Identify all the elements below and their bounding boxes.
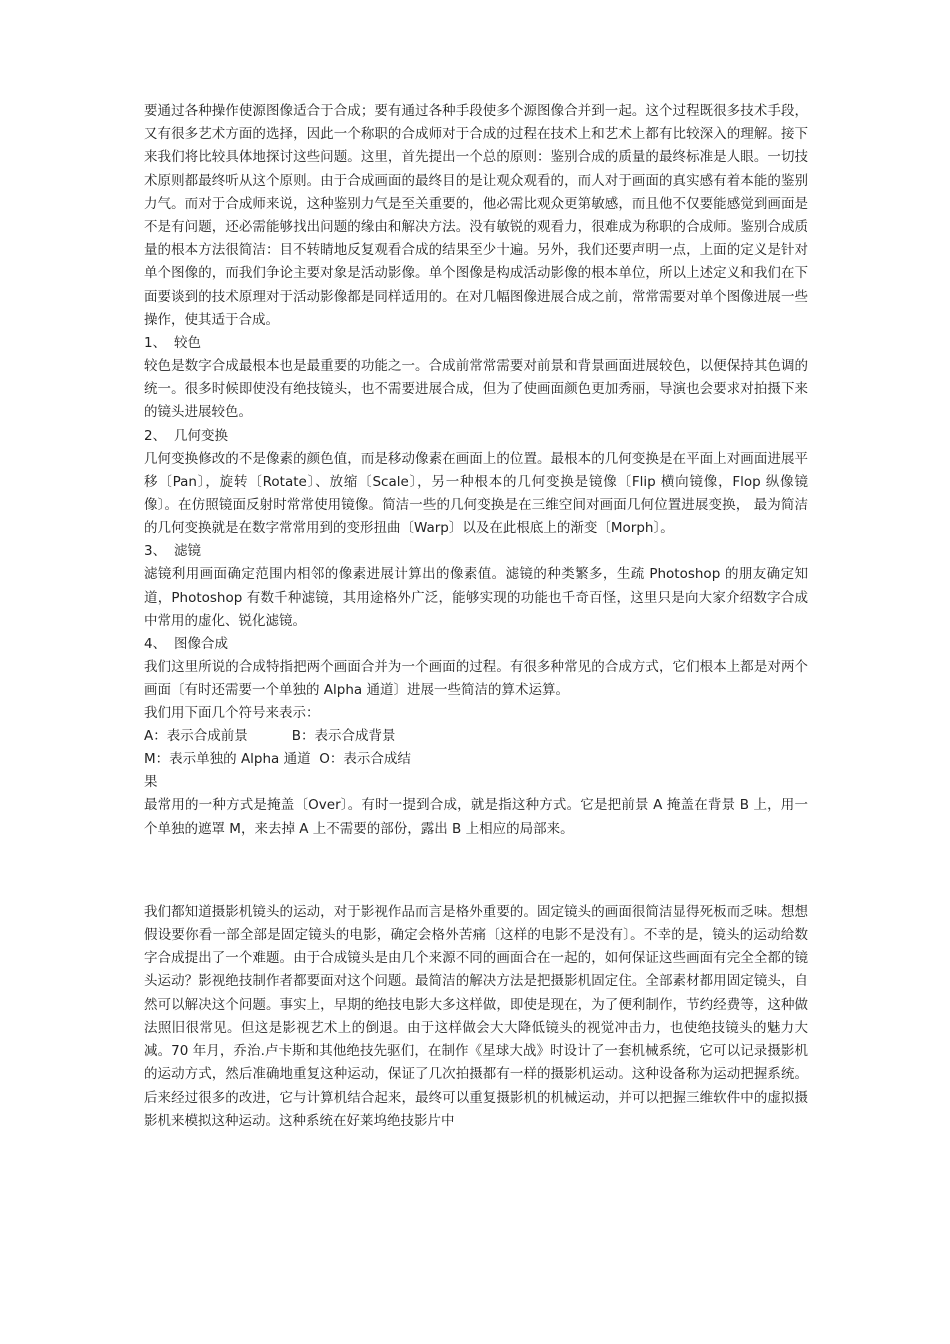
section-heading-compositing xyxy=(144,633,808,656)
symbol-m: M：表示单独的 Alpha 通道 xyxy=(144,751,311,768)
symbol-b: B：表示合成背景 xyxy=(291,728,396,745)
section-body-compositing: 我们这里所说的合成特指把两个画面合并为一个画面的过程。有很多种常见的合成方式，它们根本上都是对两个画面〔有时还需要一个单独的 Alpha 通道〕进展一些简洁的算术运算。 xyxy=(144,659,808,699)
over-paragraph: 最常用的一种方式是掩盖〔Over〕。有时一提到合成，就是指这种方式。它是把前景 A 掩盖在背景 B 上，用一个单独的遮罩 M，来去掉 A 上不需要的部份，露出 B 上相应的局部来。 xyxy=(144,797,808,837)
section-heading-geometric-transform xyxy=(144,425,808,448)
section-body-filters: 滤镜利用画面确定范围内相邻的像素进展计算出的像素值。滤镜的种类繁多，生疏 Photoshop 的朋友确定知道，Photoshop 有数千种滤镜，其用途格外广泛，能够实现的功能也千奇百怪，这里只是向大家介绍数字合成中常用的虚化、锐化滤镜。 xyxy=(144,566,808,629)
section-body-color-correction: 较色是数字合成最根本也是最重要的功能之一。合成前常常需要对前景和背景画面进展较色，以便保持其色调的统一。很多时候即使没有绝技镜头，也不需要进展合成，但为了使画面颜色更加秀丽，导演也会要求对拍摄下来的镜头进展较色。 xyxy=(144,358,808,421)
section-body-geometric-transform: 几何变换修改的不是像素的颜色值，而是移动像素在画面上的位置。最根本的几何变换是在平面上对画面进展平移〔Pan〕，旋转〔Rotate〕、放缩〔Scale〕，另一种根本的几何变换是镜像〔Flip 横向镜像，Flop 纵像镜像〕。在仿照镜面反射时常常使用镜像。简洁一些的几何变换是在三维空间对画面几何位置进展变换， 最为简洁的几何变换就是在数字常常用到的变形扭曲〔Warp〕以及在此根底上的渐变〔Morph〕。 xyxy=(144,450,808,537)
blank-spacer xyxy=(144,841,808,901)
section-number: 4、 xyxy=(144,636,167,653)
symbols-row-ab xyxy=(144,725,808,748)
symbols-row-mo xyxy=(144,748,808,771)
section-number: 3、 xyxy=(144,543,167,560)
section-heading-filters xyxy=(144,540,808,563)
section-heading-color-correction xyxy=(144,332,808,355)
symbols-intro: 我们用下面几个符号来表示： xyxy=(144,705,320,722)
document-page xyxy=(144,100,808,1133)
section-number: 1、 xyxy=(144,335,167,352)
camera-motion-paragraph: 我们都知道摄影机镜头的运动，对于影视作品而言是格外重要的。固定镜头的画面很简洁显得死板而乏味。想想假设要你看一部全部是固定镜头的电影，确定会格外苦痛〔这样的电影不是没有〕。不幸的是，镜头的运动给数字合成提出了一个难题。由于合成镜头是由几个来源不同的画面合在一起的，如何保证这些画面有完全全都的镜头运动？影视绝技制作者都要面对这个问题。最简洁的解决方法是把摄影机固定住。全部素材都用固定镜头，自然可以解决这个问题。事实上，早期的绝技电影大多这样做，即使是现在，为了便利制作，节约经费等，这种做法照旧很常见。但这是影视艺术上的倒退。由于这样做会大大降低镜头的视觉冲击力，也使绝技镜头的魅力大减。70 年月，乔治.卢卡斯和其他绝技先驱们，在制作《星球大战》时设计了一套机械系统，它可以记录摄影机的运动方式，然后准确地重复这种运动，保证了几次拍摄都有一样的摄影机运动。这种设备称为运动把握系统。后来经过很多的改进，它与计算机结合起来，最终可以重复摄影机的机械运动，并可以把握三维软件中的虚拟摄影机来模拟这种运动。这种系统在好莱坞绝技影片中 xyxy=(144,903,808,1129)
symbol-a: A：表示合成前景 xyxy=(144,728,248,745)
section-title: 滤镜 xyxy=(174,543,201,560)
section-number: 2、 xyxy=(144,427,167,444)
symbol-o-continued: 果 xyxy=(144,774,158,791)
intro-paragraph: 要通过各种操作使源图像适合于合成；要有通过各种手段使多个源图像合并到一起。这个过程既很多技术手段，又有很多艺术方面的选择，因此一个称职的合成师对于合成的过程在技术上和艺术上都有比较深入的理解。接下来我们将比较具体地探讨这些问题。这里，首先提出一个总的原则：鉴别合成的质量的最终标准是人眼。一切技术原则都最终听从这个原则。由于合成画面的最终目的是让观众观看的，而人对于画面的真实感有着本能的鉴别力气。而对于合成师来说，这种鉴别力气是至关重要的，他必需比观众更第敏感，而且他不仅要能感觉到画面是不是有问题，还必需能够找出问题的缘由和解决方法。没有敏锐的观看力，很难成为称职的合成师。鉴别合成质量的根本方法很简洁：目不转睛地反复观看合成的结果至少十遍。另外，我们还要声明一点，上面的定义是针对单个图像的，而我们争论主要对象是活动影像。单个图像是构成活动影像的根本单位，所以上述定义和我们在下面要谈到的技术原理对于活动影像都是同样适用的。在对几幅图像进展合成之前，常常需要对单个图像进展一些操作，使其适于合成。 xyxy=(144,103,808,328)
section-title: 较色 xyxy=(174,335,201,352)
section-title: 几何变换 xyxy=(174,427,228,444)
section-title: 图像合成 xyxy=(174,636,228,653)
symbol-o: O：表示合成结 xyxy=(319,751,411,768)
